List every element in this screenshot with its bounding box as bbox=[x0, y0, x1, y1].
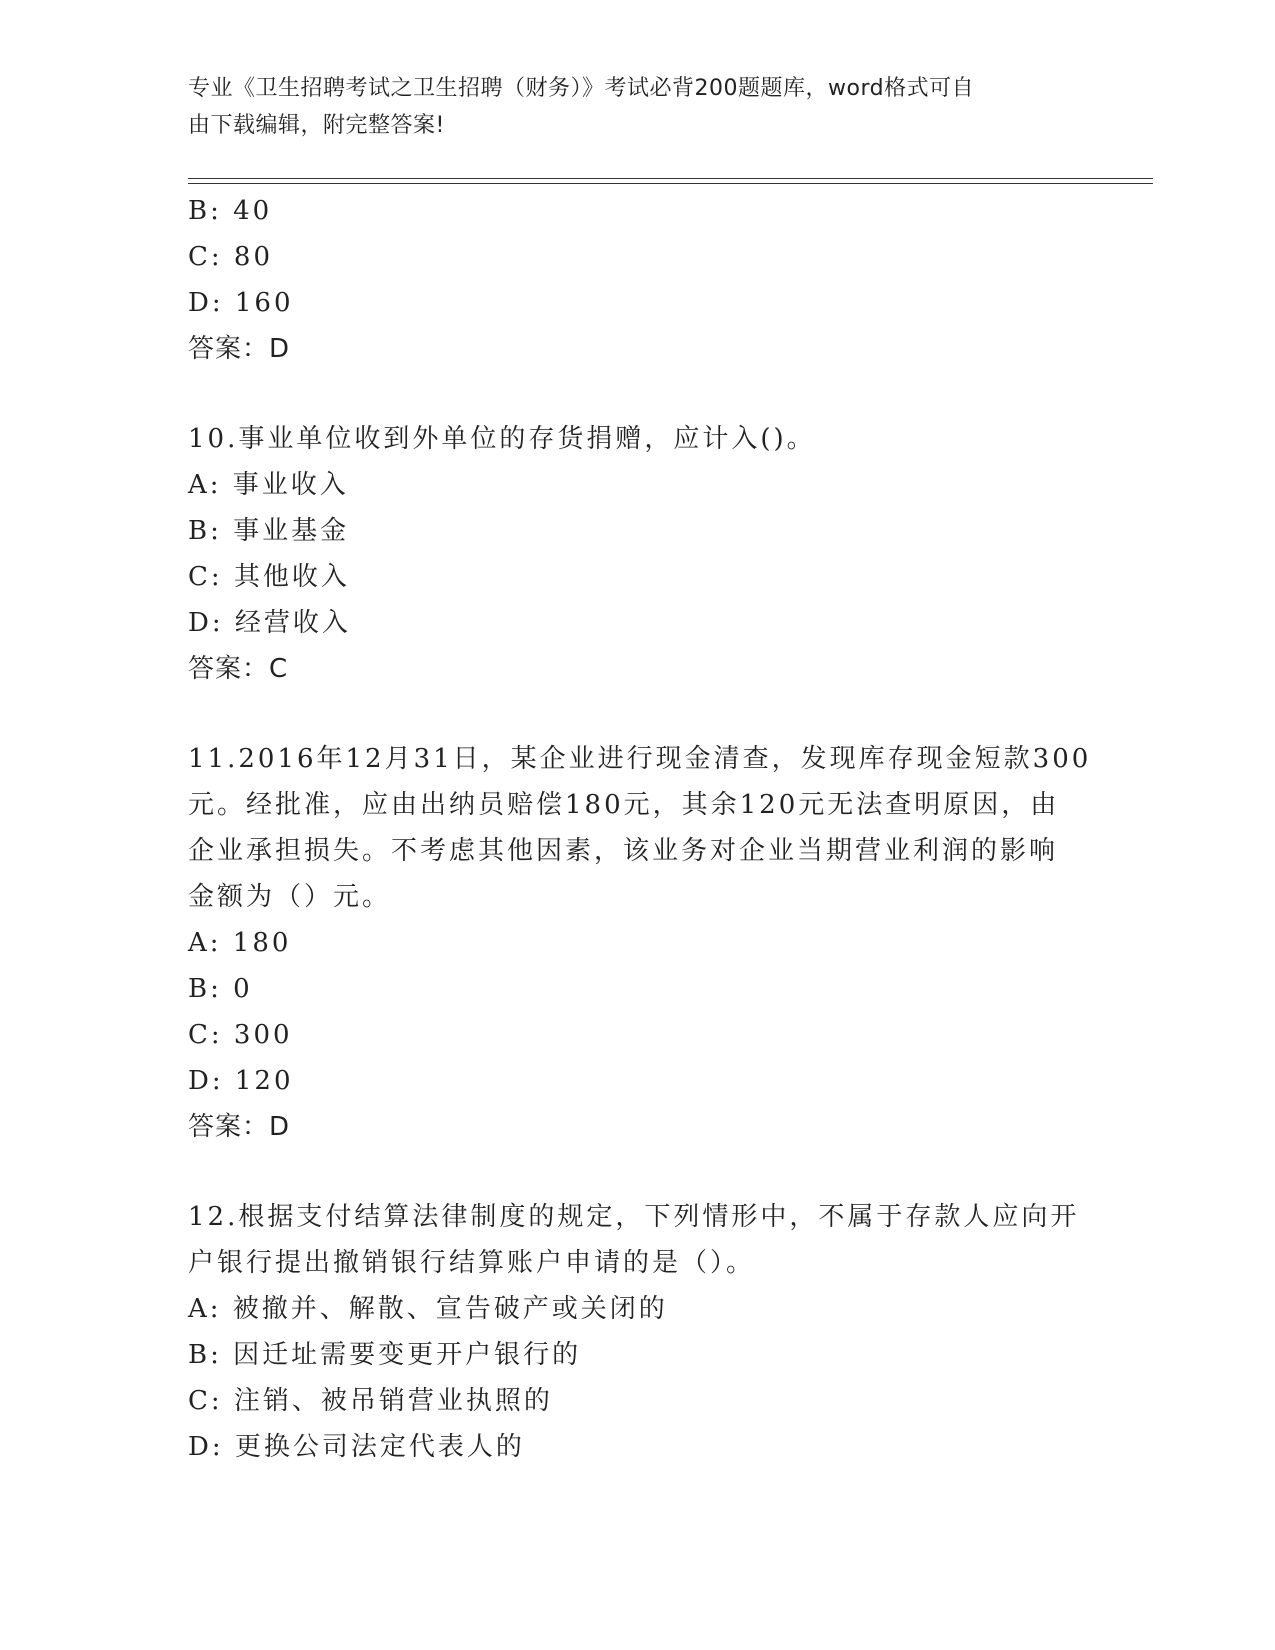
option-c: C: 其他收入 bbox=[188, 562, 350, 592]
option-b: B: 因迁址需要变更开户银行的 bbox=[188, 1340, 582, 1370]
option-a: A: 被撤并、解散、宣告破产或关闭的 bbox=[188, 1294, 668, 1324]
option-d: D: 160 bbox=[188, 288, 294, 318]
answer-label: 答案：C bbox=[188, 654, 289, 684]
option-d: D: 经营收入 bbox=[188, 608, 351, 638]
header-line-2: 由下载编辑，附完整答案! bbox=[188, 113, 445, 138]
stem-line: 11.2016年12月31日，某企业进行现金清查，发现库存现金短款300 bbox=[188, 744, 1092, 774]
question-stem bbox=[188, 416, 1088, 462]
option-b: B: 40 bbox=[188, 196, 273, 226]
header-line-1: 专业《卫生招聘考试之卫生招聘（财务）》考试必背200题题库，word格式可自 bbox=[188, 76, 975, 101]
answer-label: 答案：D bbox=[188, 334, 291, 364]
option-d: D: 120 bbox=[188, 1066, 294, 1096]
question-11 bbox=[188, 736, 1092, 1150]
document-header bbox=[188, 70, 1068, 144]
question-stem bbox=[188, 1194, 1088, 1286]
question-10 bbox=[188, 416, 1088, 692]
question-stem bbox=[188, 736, 1092, 920]
question-list bbox=[188, 188, 1092, 1470]
question-12 bbox=[188, 1194, 1088, 1470]
stem-line: 元。经批准，应由出纳员赔偿180元，其余120元无法查明原因，由 bbox=[188, 790, 1060, 820]
stem-line: 10.事业单位收到外单位的存货捐赠，应计入()。 bbox=[188, 424, 816, 454]
option-a: A: 事业收入 bbox=[188, 470, 349, 500]
stem-line: 12.根据支付结算法律制度的规定，下列情形中，不属于存款人应向开 bbox=[188, 1202, 1080, 1232]
stem-line: 金额为（）元。 bbox=[188, 882, 392, 912]
stem-line: 企业承担损失。不考虑其他因素，该业务对企业当期营业利润的影响 bbox=[188, 836, 1059, 866]
answer-label: 答案：D bbox=[188, 1112, 291, 1142]
option-c: C: 300 bbox=[188, 1020, 293, 1050]
option-d: D: 更换公司法定代表人的 bbox=[188, 1432, 525, 1462]
option-a: A: 180 bbox=[188, 928, 292, 958]
header-divider-bottom bbox=[188, 183, 1153, 184]
option-c: C: 注销、被吊销营业执照的 bbox=[188, 1386, 553, 1416]
stem-line: 户银行提出撤销银行结算账户申请的是（）。 bbox=[188, 1248, 756, 1278]
header-divider-top bbox=[188, 178, 1153, 179]
option-c: C: 80 bbox=[188, 242, 274, 272]
option-b: B: 0 bbox=[188, 974, 253, 1004]
option-b: B: 事业基金 bbox=[188, 516, 350, 546]
question-9 bbox=[188, 188, 1088, 372]
